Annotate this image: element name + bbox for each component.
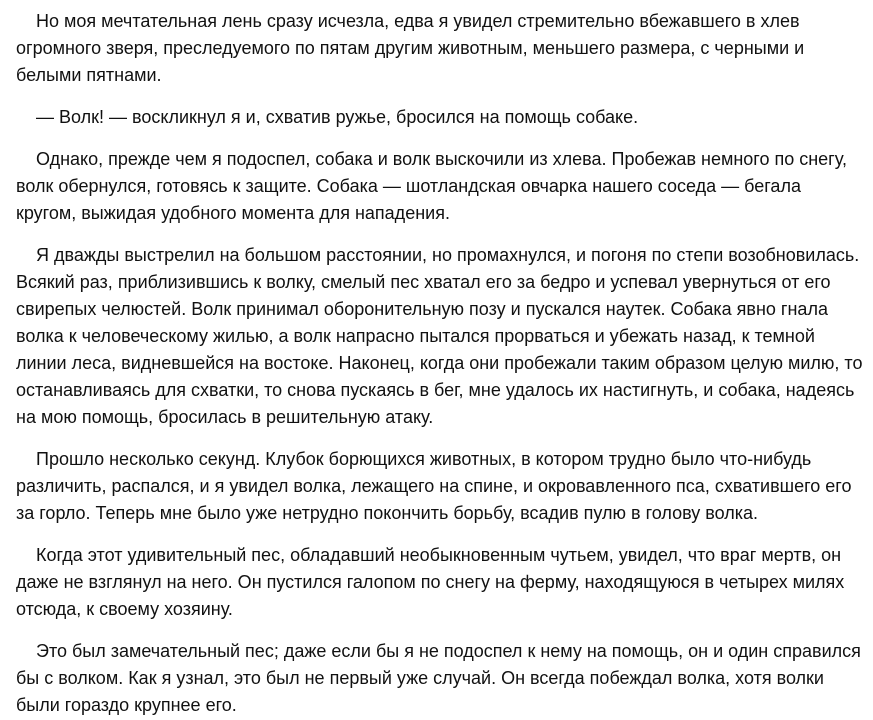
paragraph-6: Когда этот удивительный пес, обладавший необыкновенным чутьем, увидел, что враг мертв, он даже не взглянул на него. Он пустился галопом по снегу на ферму, находящуюся в четырех милях отсюда, к своему хозяину.	[16, 545, 845, 619]
paragraph-3: Однако, прежде чем я подоспел, собака и волк выскочили из хлева. Пробежав немного по снегу, волк обернулся, готовясь к защите. Собака — шотландская овчарка нашего соседа — бегала кругом, выжидая удобного момента для нападения.	[16, 149, 847, 223]
paragraph-7: Это был замечательный пес; даже если бы я не подоспел к нему на помощь, он и один справился бы с волком. Как я узнал, это был не первый уже случай. Он всегда побеждал волка, хотя волки были гораздо крупнее его.	[16, 641, 861, 715]
paragraph-5: Прошло несколько секунд. Клубок борющихся животных, в котором трудно было что-нибудь различить, распался, и я увидел волка, лежащего на спине, и окровавленного пса, схватившего его за горло. Теперь мне было уже нетрудно покончить борьбу, всадив пулю в голову волка.	[16, 449, 852, 523]
paragraph-4: Я дважды выстрелил на большом расстоянии, но промахнулся, и погоня по степи возобновилась. Всякий раз, приблизившись к волку, смелый пес хватал его за бедро и успевал увернуться от его свирепых челюстей. Волк принимал оборонительную позу и пускался наутек. Собака явно гнала волка к человеческому жилью, а волк напрасно пытался прорваться и убежать назад, к темной линии леса, видневшейся на востоке. Наконец, когда они пробежали таким образом целую милю, то останавливаясь для схватки, то снова пускаясь в бег, мне удалось их настигнуть, и собака, надеясь на мою помощь, бросилась в решительную атаку.	[16, 245, 863, 427]
paragraph-2: — Волк! — воскликнул я и, схватив ружье, бросился на помощь собаке.	[36, 107, 639, 127]
paragraph-1: Но моя мечтательная лень сразу исчезла, едва я увидел стремительно вбежавшего в хлев огромного зверя, преследуемого по пятам другим животным, меньшего размера, с черными и белыми пятнами.	[16, 11, 805, 85]
